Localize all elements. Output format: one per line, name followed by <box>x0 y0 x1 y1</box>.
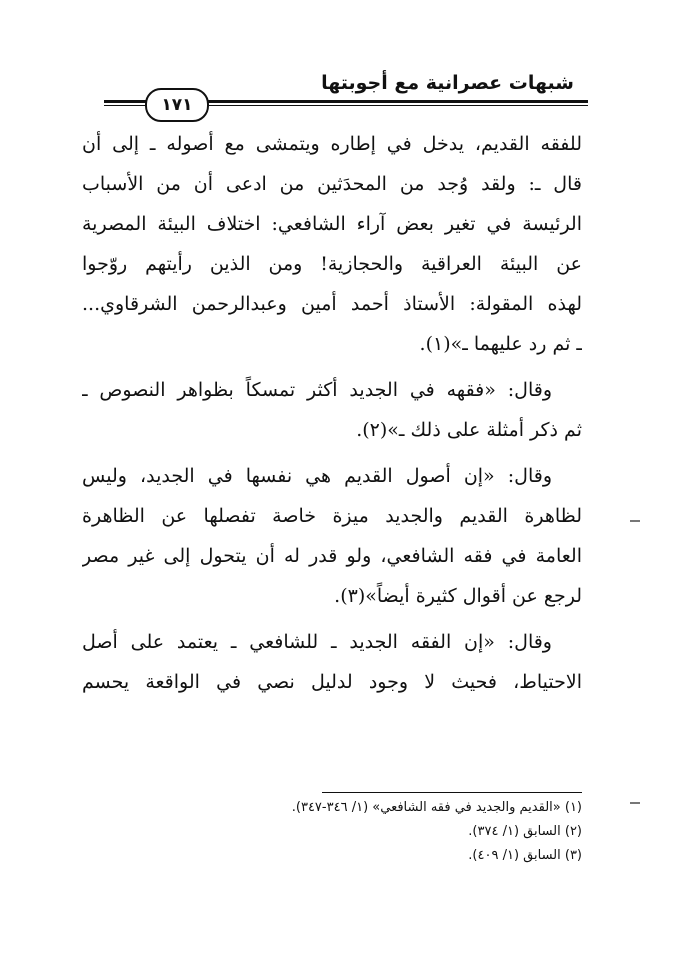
text-line: ثم ذكر أمثلة على ذلك ـ»(٢). <box>356 419 582 441</box>
scan-speck <box>630 802 640 804</box>
text-line: الرئيسة في تغير بعض آراء الشافعي: اختلاف البيئة المصرية <box>82 213 582 235</box>
text-line: عن البيئة العراقية والحجازية! ومن الذين رأيتهم روّجوا <box>82 253 582 275</box>
footnotes <box>82 796 582 868</box>
text-line: الاحتياط، فحيث لا وجود لدليل نصي في الواقعة يحسم <box>82 671 582 693</box>
text-line: وقال: «فقهه في الجديد أكثر تمسكاً بظواهر النصوص ـ <box>82 379 552 401</box>
text-line: وقال: «إن الفقه الجديد ـ للشافعي ـ يعتمد على أصل <box>82 631 552 653</box>
running-header-title: شبهات عصرانية مع أجوبتها <box>321 72 574 94</box>
text-line: ـ ثم رد عليهما ـ»(١). <box>419 333 582 355</box>
text-line: لهذه المقولة: الأستاذ أحمد أمين وعبدالرحمن الشرقاوي... <box>82 293 582 315</box>
text-line: لظاهرة القديم والجديد ميزة خاصة تفصلها عن الظاهرة <box>82 505 582 527</box>
text-line: للفقه القديم، يدخل في إطاره ويتمشى مع أصوله ـ إلى أن <box>82 133 582 155</box>
text-line: لرجع عن أقوال كثيرة أيضاً»(٣). <box>334 585 582 607</box>
footnote-1: (١) «القديم والجديد في فقه الشافعي» (١/ ٣٤٦-٣٤٧). <box>291 800 582 815</box>
footnote-2: (٢) السابق (١/ ٣٧٤). <box>468 824 582 839</box>
text-line: وقال: «إن أصول القديم هي نفسها في الجديد، وليس <box>82 465 552 487</box>
page-number-badge: ١٧١ <box>145 88 209 122</box>
body-text <box>82 124 582 702</box>
scan-speck <box>630 520 640 522</box>
footnote-separator <box>322 792 582 793</box>
text-line: العامة في فقه الشافعي، ولو قدر له أن يتحول إلى غير مصر <box>82 545 582 567</box>
text-line: قال ـ: ولقد وُجد من المحدَثين من ادعى أن من الأسباب <box>82 173 582 195</box>
footnote-3: (٣) السابق (١/ ٤٠٩). <box>468 848 582 863</box>
